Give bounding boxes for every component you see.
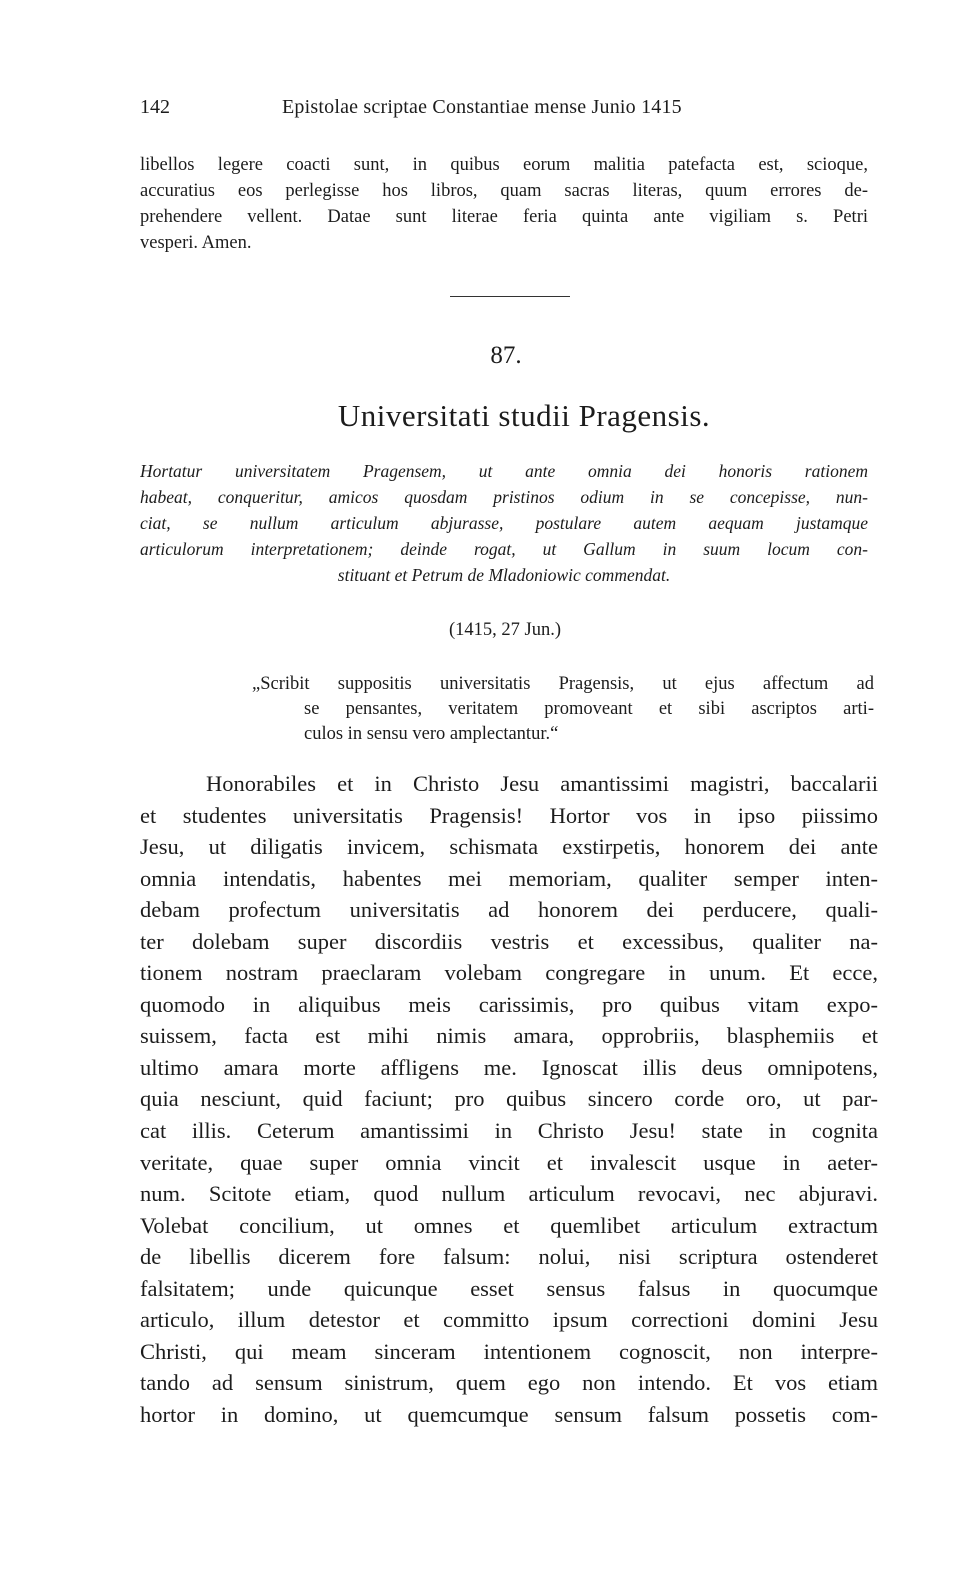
quote-line: culos in sensu vero amplectantur.“ xyxy=(304,724,559,744)
section-divider xyxy=(450,296,570,297)
body-line: quomodo in aliquibus meis carissimis, pro quibus vitam expo- xyxy=(140,991,878,1017)
body-line: falsitatem; unde quicunque esset sensus falsus in quocumque xyxy=(140,1275,878,1301)
body-line: suissem, facta est mihi nimis amara, opprobriis, blasphemiis et xyxy=(140,1023,878,1049)
summary-line: ciat, se nullum articulum abjurasse, postulare autem aequam justamque xyxy=(140,513,868,533)
body-line: Christi, qui meam sinceram intentionem cognoscit, non interpre- xyxy=(140,1338,878,1364)
letter-date: (1415, 27 Jun.) xyxy=(448,620,562,640)
body-line: debam profectum universitatis ad honorem dei perducere, quali- xyxy=(140,897,878,923)
body-line: ultimo amara morte affligens me. Ignoscat illis deus omnipotens, xyxy=(140,1054,878,1080)
text-line: libellos legere coacti sunt, in quibus eorum malitia patefacta est, scioque, xyxy=(140,155,868,175)
summary-line: articulorum interpretationem; deinde rogat, ut Gallum in suum locum con- xyxy=(140,539,868,559)
body-line: omnia intendatis, habentes mei memoriam, qualiter semper inten- xyxy=(140,865,878,891)
page-number: 142 xyxy=(140,96,170,118)
letter-title: Universitati studii Pragensis. xyxy=(337,398,711,433)
body-line: Jesu, ut diligatis invicem, schismata exstirpetis, honorem dei ante xyxy=(140,834,878,860)
text-line: accuratius eos perlegisse hos libros, quam sacras literas, quum errores de- xyxy=(140,181,868,201)
body-line: Honorabiles et in Christo Jesu amantissimi magistri, baccalarii xyxy=(206,771,878,796)
body-line: de libellis dicerem fore falsum: nolui, nisi scriptura ostenderet xyxy=(140,1244,878,1270)
summary-line: Hortatur universitatem Pragensem, ut ante omnia dei honoris rationem xyxy=(140,461,868,481)
summary-line: habeat, conqueritur, amicos quosdam pristinos odium in se concepisse, nun- xyxy=(140,487,868,507)
body-line: num. Scitote etiam, quod nullum articulum revocavi, nec abjuravi. xyxy=(140,1181,878,1207)
quote-line: „Scribit suppositis universitatis Pragensis, ut ejus affectum ad xyxy=(252,674,874,694)
body-line: tando ad sensum sinistrum, quem ego non intendo. Et vos etiam xyxy=(140,1370,878,1396)
source-quote xyxy=(252,672,874,747)
body-line: quia nesciunt, quid faciunt; pro quibus sincero corde oro, ut par- xyxy=(140,1086,878,1112)
body-line: articulo, illum detestor et committo ipsum correctioni domini Jesu xyxy=(140,1307,878,1333)
body-line: hortor in domino, ut quemcumque sensum falsum possetis com- xyxy=(140,1401,878,1427)
text-line: prehendere vellent. Datae sunt literae feria quinta ante vigiliam s. Petri xyxy=(140,207,868,227)
text-line: vesperi. Amen. xyxy=(140,233,252,253)
quote-line: se pensantes, veritatem promoveant et sibi ascriptos arti- xyxy=(304,699,874,719)
body-line: veritate, quae super omnia vincit et invalescit usque in aeter- xyxy=(140,1149,878,1175)
body-line: tionem nostram praeclaram volebam congregare in unum. Et ecce, xyxy=(140,960,878,986)
body-line: Volebat concilium, ut omnes et quemlibet articulum extractum xyxy=(140,1212,878,1238)
letter-number: 87. xyxy=(490,342,522,369)
page-header xyxy=(140,96,868,126)
running-head: Epistolae scriptae Constantiae mense Junio 1415 xyxy=(282,96,682,118)
letter-summary xyxy=(140,458,868,562)
letter-body xyxy=(140,768,878,1430)
previous-letter-ending xyxy=(140,152,868,256)
summary-last-line: stituant et Petrum de Mladoniowic commendat. xyxy=(337,565,671,585)
body-line: ter dolebam super discordiis vestris et excessibus, qualiter na- xyxy=(140,928,878,954)
body-line: et studentes universitatis Pragensis! Hortor vos in ipso piissimo xyxy=(140,802,878,828)
body-line: cat illis. Ceterum amantissimi in Christo Jesu! state in cognita xyxy=(140,1118,878,1144)
